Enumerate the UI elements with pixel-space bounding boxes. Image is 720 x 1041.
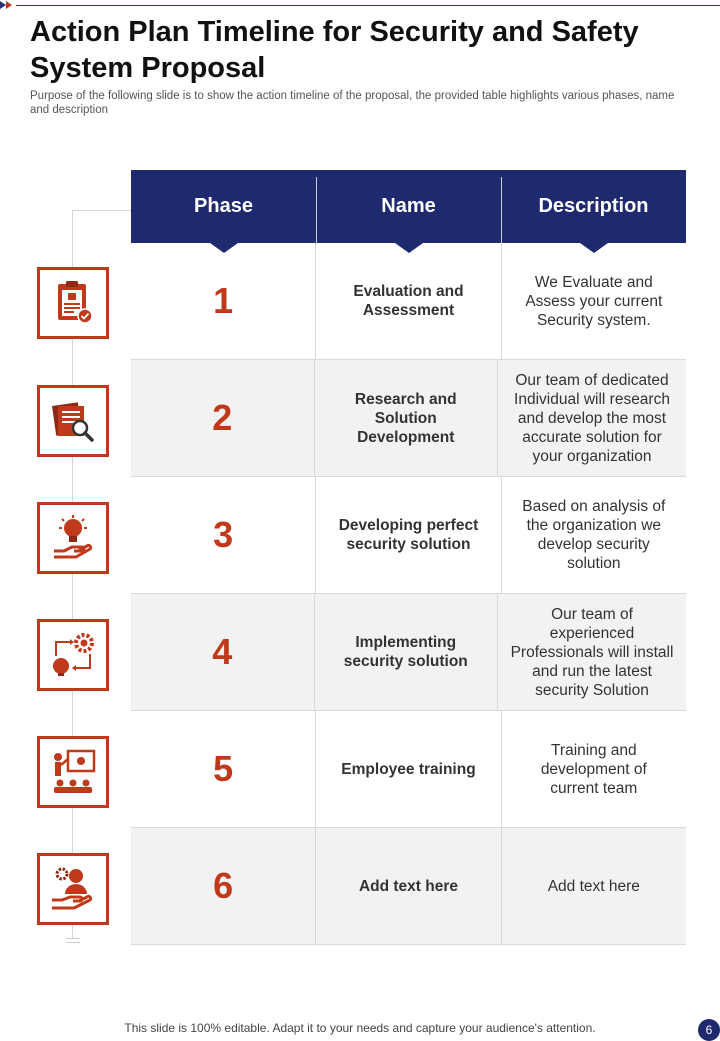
phase-2-icon-box — [37, 385, 109, 457]
table-row — [131, 477, 686, 594]
phase-number: 5 — [213, 748, 234, 789]
column-header-label: Name — [381, 195, 436, 217]
phase-name: Add text here — [358, 877, 459, 895]
phase-number: 3 — [213, 514, 234, 555]
phase-description: Training and development of current team — [540, 741, 647, 797]
column-header-name — [316, 170, 501, 243]
column-header-description — [501, 170, 686, 243]
name-cell — [315, 828, 500, 944]
table-row — [131, 243, 686, 360]
gear-lightbulb-cycle-icon — [46, 628, 100, 682]
column-header-label: Description — [538, 195, 649, 217]
column-header-phase — [131, 170, 316, 243]
name-cell — [315, 711, 500, 827]
phase-6-icon-box — [37, 853, 109, 925]
hand-person-gear-icon — [46, 862, 100, 916]
phase-description: Our team of experienced Professionals will install and run the latest security Solution — [510, 605, 674, 699]
phase-name: Employee training — [341, 760, 476, 778]
footer-note: This slide is 100% editable. Adapt it to your needs and capture your audience's attention. — [124, 1021, 596, 1035]
top-rule — [16, 5, 720, 6]
name-cell — [314, 594, 498, 710]
page-title: Action Plan Timeline for Security and Safety System Proposal — [30, 16, 639, 84]
description-cell — [501, 477, 686, 593]
documents-magnifier-icon — [46, 394, 100, 448]
phase-cell — [131, 477, 315, 593]
table-row — [131, 594, 686, 711]
phase-number: 4 — [212, 631, 233, 672]
phase-description: We Evaluate and Assess your current Security system. — [525, 273, 663, 329]
action-plan-table — [131, 170, 686, 945]
phase-number: 6 — [213, 865, 234, 906]
phase-description: Our team of dedicated Individual will research and develop the most accurate solution for your organization — [514, 371, 670, 465]
phase-4-icon-box — [37, 619, 109, 691]
description-cell — [501, 243, 686, 359]
description-cell — [497, 360, 686, 476]
table-row — [131, 360, 686, 477]
phase-cell — [131, 594, 314, 710]
clipboard-check-icon — [46, 276, 100, 330]
timeline-end-marker — [66, 938, 80, 943]
column-header-label: Phase — [194, 195, 253, 217]
phase-1-icon-box — [37, 267, 109, 339]
phase-description: Add text here — [547, 877, 640, 895]
phase-cell — [131, 711, 315, 827]
table-row — [131, 828, 686, 945]
phase-number: 1 — [213, 280, 234, 321]
description-cell — [501, 711, 686, 827]
phase-name: Research and Solution Development — [354, 390, 457, 446]
phase-name: Developing perfect security solution — [338, 517, 479, 553]
phase-name: Implementing security solution — [343, 634, 468, 670]
page-number-badge: 6 — [698, 1019, 720, 1041]
phase-description: Based on analysis of the organization we develop security solution — [522, 498, 666, 572]
phase-cell — [131, 243, 315, 359]
name-cell — [315, 477, 500, 593]
phase-cell — [131, 828, 315, 944]
page-subtitle: Purpose of the following slide is to show the action timeline of the proposal, the provided table highlights various phases, name and description — [30, 90, 675, 116]
top-decoration — [0, 0, 720, 10]
hand-lightbulb-icon — [46, 511, 100, 565]
name-cell — [315, 243, 500, 359]
table-header — [131, 170, 686, 243]
chevron-right-icon — [6, 1, 12, 9]
description-cell — [497, 594, 686, 710]
presentation-training-icon — [46, 745, 100, 799]
header-notch — [210, 243, 238, 253]
header-notch — [580, 243, 608, 253]
phase-5-icon-box — [37, 736, 109, 808]
description-cell — [501, 828, 686, 944]
phase-number: 2 — [212, 397, 233, 438]
phase-name: Evaluation and Assessment — [353, 283, 464, 319]
timeline-connector — [72, 210, 132, 211]
phase-cell — [131, 360, 314, 476]
name-cell — [314, 360, 498, 476]
table-row — [131, 711, 686, 828]
header-notch — [395, 243, 423, 253]
phase-3-icon-box — [37, 502, 109, 574]
